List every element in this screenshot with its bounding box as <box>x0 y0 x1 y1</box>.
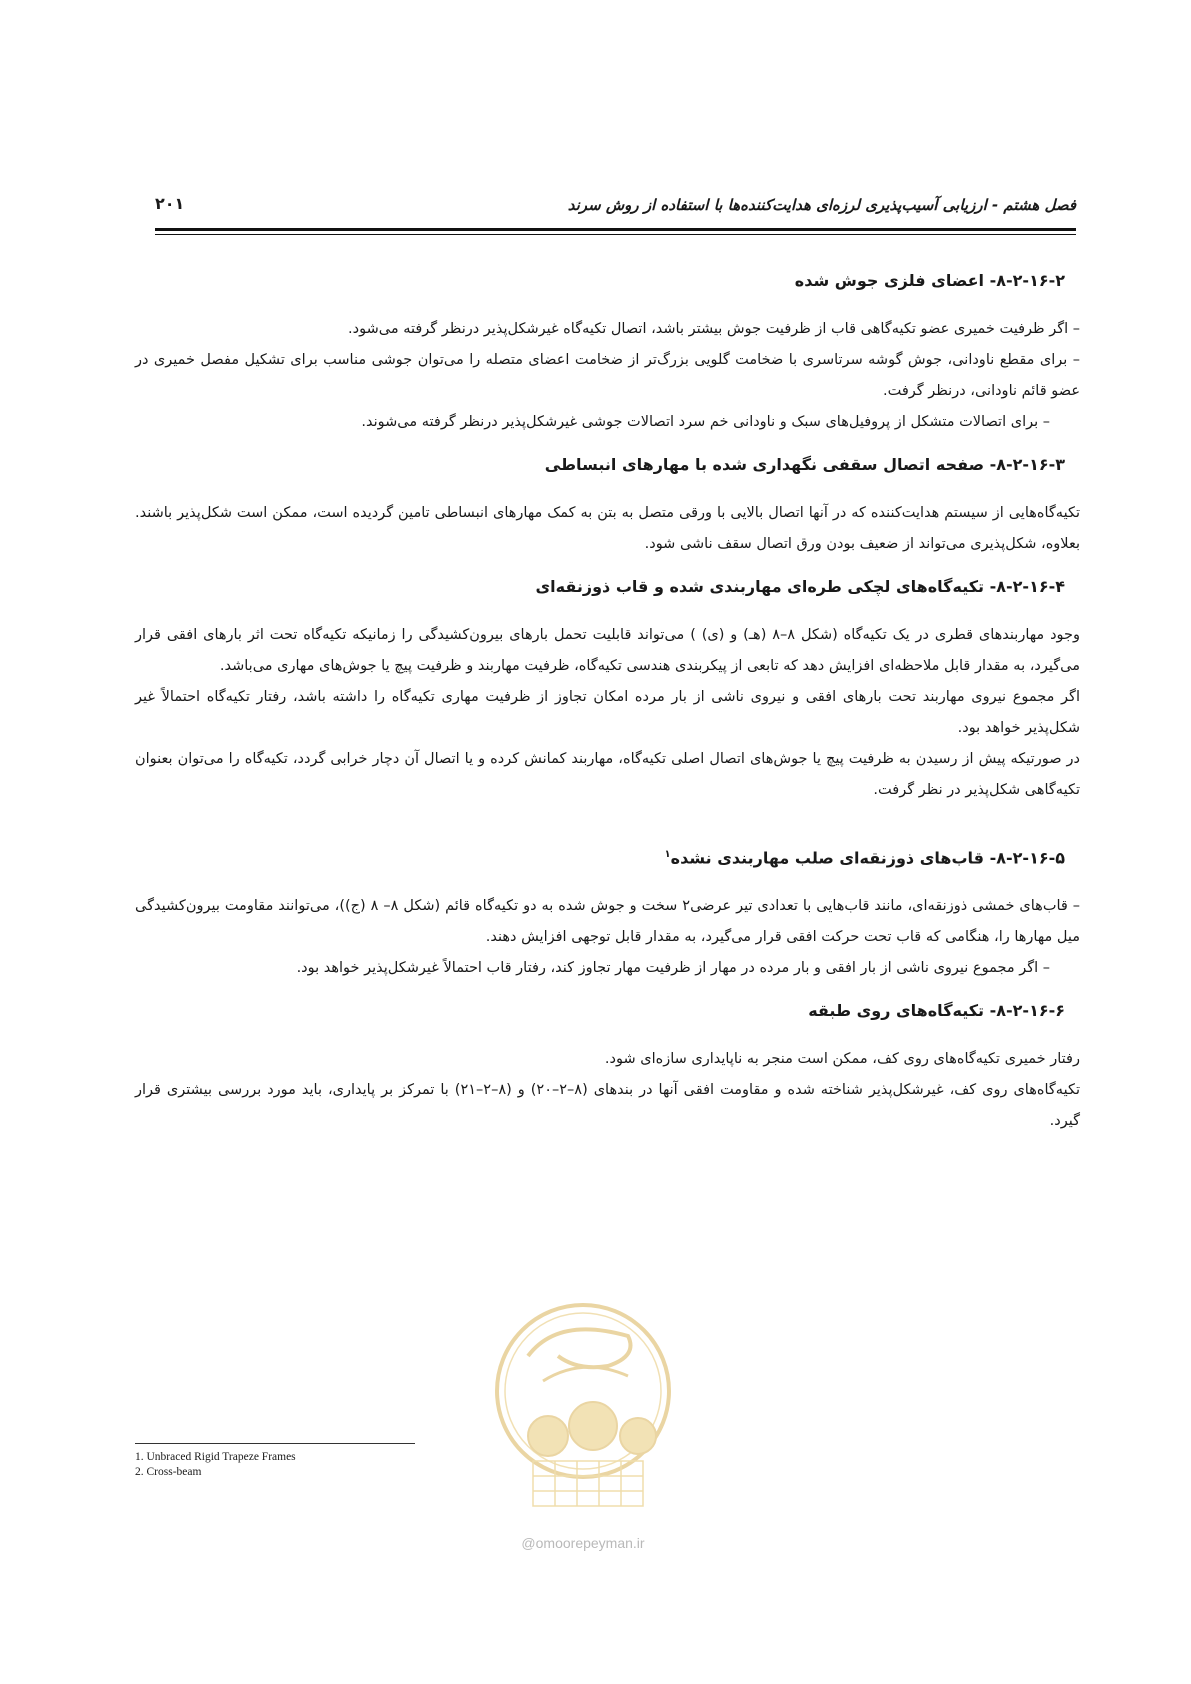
paragraph: – اگر مجموع نیروی ناشی از بار افقی و بار مرده در مهار از ظرفیت مهار تجاوز کند، رفتار قاب احتمالاً غیرشکل‌پذیر خواهد بود. <box>296 960 1050 977</box>
section-heading: ۸-۲-۱۶-۲- اعضای فلزی جوش شده <box>794 271 1065 290</box>
section-heading: ۸-۲-۱۶-۶- تکیه‌گاه‌های روی طبقه <box>808 1001 1065 1021</box>
running-header <box>155 196 1076 220</box>
paragraph: – برای مقطع ناودانی، جوش گوشه سرتاسری با ضخامت گلویی بزرگ‌تر از ضخامت اعضای متصله را می‌توان جوشی مناسب برای تشکیل مفصل خمیری در عضو قائم ناودانی، درنظر گرفت. <box>135 352 1080 399</box>
section-heading <box>135 842 1065 871</box>
paragraph: وجود مهاربندهای قطری در یک تکیه‌گاه (شکل ۸–۸ (هـ) و (ی) ) می‌تواند قابلیت تحمل بارهای بیرون‌کشیدگی را زمانیکه تکیه‌گاه تحت اثر بارهای افقی قرار می‌گیرد، به مقدار قابل ملاحظه‌ای افزایش دهد که تابعی از پیکربندی هندسی تکیه‌گاه، ظرفیت مهاربند و ظرفیت پیچ یا جوش‌های مهاری می‌باشد. <box>135 627 1080 674</box>
paragraph: تکیه‌گاه‌هایی از سیستم هدایت‌کننده که در آنها اتصال بالایی با ورقی متصل به بتن به کمک مهارهای انبساطی تامین گردیده است، ممکن است شکل‌پذیر باشند. بعلاوه، شکل‌پذیری می‌تواند از ضعیف بودن ورق اتصال سقف ناشی شود. <box>135 505 1080 552</box>
section-heading: ۸-۲-۱۶-۴- تکیه‌گاه‌های لچکی طره‌ای مهاربندی شده و قاب ذوزنقه‌ای <box>535 577 1065 596</box>
paragraph: – قاب‌های خمشی ذوزنقه‌ای، مانند قاب‌هایی با تعدادی تیر عرضی۲ سخت و جوش شده به دو تکیه‌گاه قائم (شکل ۸– ۸ (ج))، می‌توانند مقاومت بیرون‌کشیدگی میل مهارها را، هنگامی که قاب تحت حرکت افقی قرار می‌گیرد، به مقدار قابل توجهی افزایش دهند. <box>135 898 1081 946</box>
page-number: ۲۰۱ <box>155 194 185 213</box>
footnote-2: 2. Cross-beam <box>135 1466 202 1478</box>
header-rule-thin <box>155 234 1076 235</box>
footnote-1: 1. Unbraced Rigid Trapeze Frames <box>135 1451 296 1463</box>
chapter-title: فصل هشتم - ارزیابی آسیب‌پذیری لرزه‌ای هدایت‌کننده‌ها با استفاده از روش سرند <box>567 196 1076 214</box>
paragraph: در صورتیکه پیش از رسیدن به ظرفیت پیچ یا جوش‌های اتصال اصلی تکیه‌گاه، مهاربند کمانش کرده و یا اتصال آن دچار خرابی گردد، تکیه‌گاه را می‌توان بعنوان تکیه‌گاهی شکل‌پذیر در نظر گرفت. <box>135 751 1080 798</box>
footnote-rule <box>135 1443 415 1444</box>
section-heading: ۸-۲-۱۶-۳- صفحه اتصال سقفی نگهداری شده با مهارهای انبساطی <box>544 455 1065 474</box>
paragraph: – برای اتصالات متشکل از پروفیل‌های سبک و ناودانی خم سرد اتصالات جوشی غیرشکل‌پذیر درنظر گرفته می‌شوند. <box>361 414 1050 430</box>
paragraph: رفتار خمیری تکیه‌گاه‌های روی کف، ممکن است منجر به ناپایداری سازه‌ای شود. <box>604 1051 1080 1068</box>
paragraph: – اگر ظرفیت خمیری عضو تکیه‌گاهی قاب از ظرفیت جوش بیشتر باشد، اتصال تکیه‌گاه غیرشکل‌پذیر درنظر گرفته می‌شود. <box>348 321 1080 337</box>
paragraph: اگر مجموع نیروی مهاربند تحت بارهای افقی و نیروی ناشی از بار مرده امکان تجاوز از ظرفیت مهاری تکیه‌گاه را داشته باشد، رفتار تکیه‌گاه احتمالاً غیر شکل‌پذیر خواهد بود. <box>135 689 1080 736</box>
watermark-url: @omoorepeyman.ir <box>521 1535 645 1551</box>
paragraph: تکیه‌گاه‌های روی کف، غیرشکل‌پذیر شناخته شده و مقاومت افقی آنها در بندهای (۸–۲–۲۰) و (۸–۲–۲۱) با تمرکز بر پایداری، باید مورد بررسی بیشتری قرار گیرد. <box>135 1082 1080 1130</box>
footnotes <box>135 1450 296 1480</box>
watermark-logo <box>488 1296 678 1526</box>
header-rule-thick <box>155 228 1076 231</box>
footnote-ref: ۱ <box>664 849 671 860</box>
section-heading-text: ۸-۲-۱۶-۵- قاب‌های ذوزنقه‌ای صلب مهاربندی نشده <box>670 848 1065 868</box>
body-content <box>135 268 1080 1137</box>
